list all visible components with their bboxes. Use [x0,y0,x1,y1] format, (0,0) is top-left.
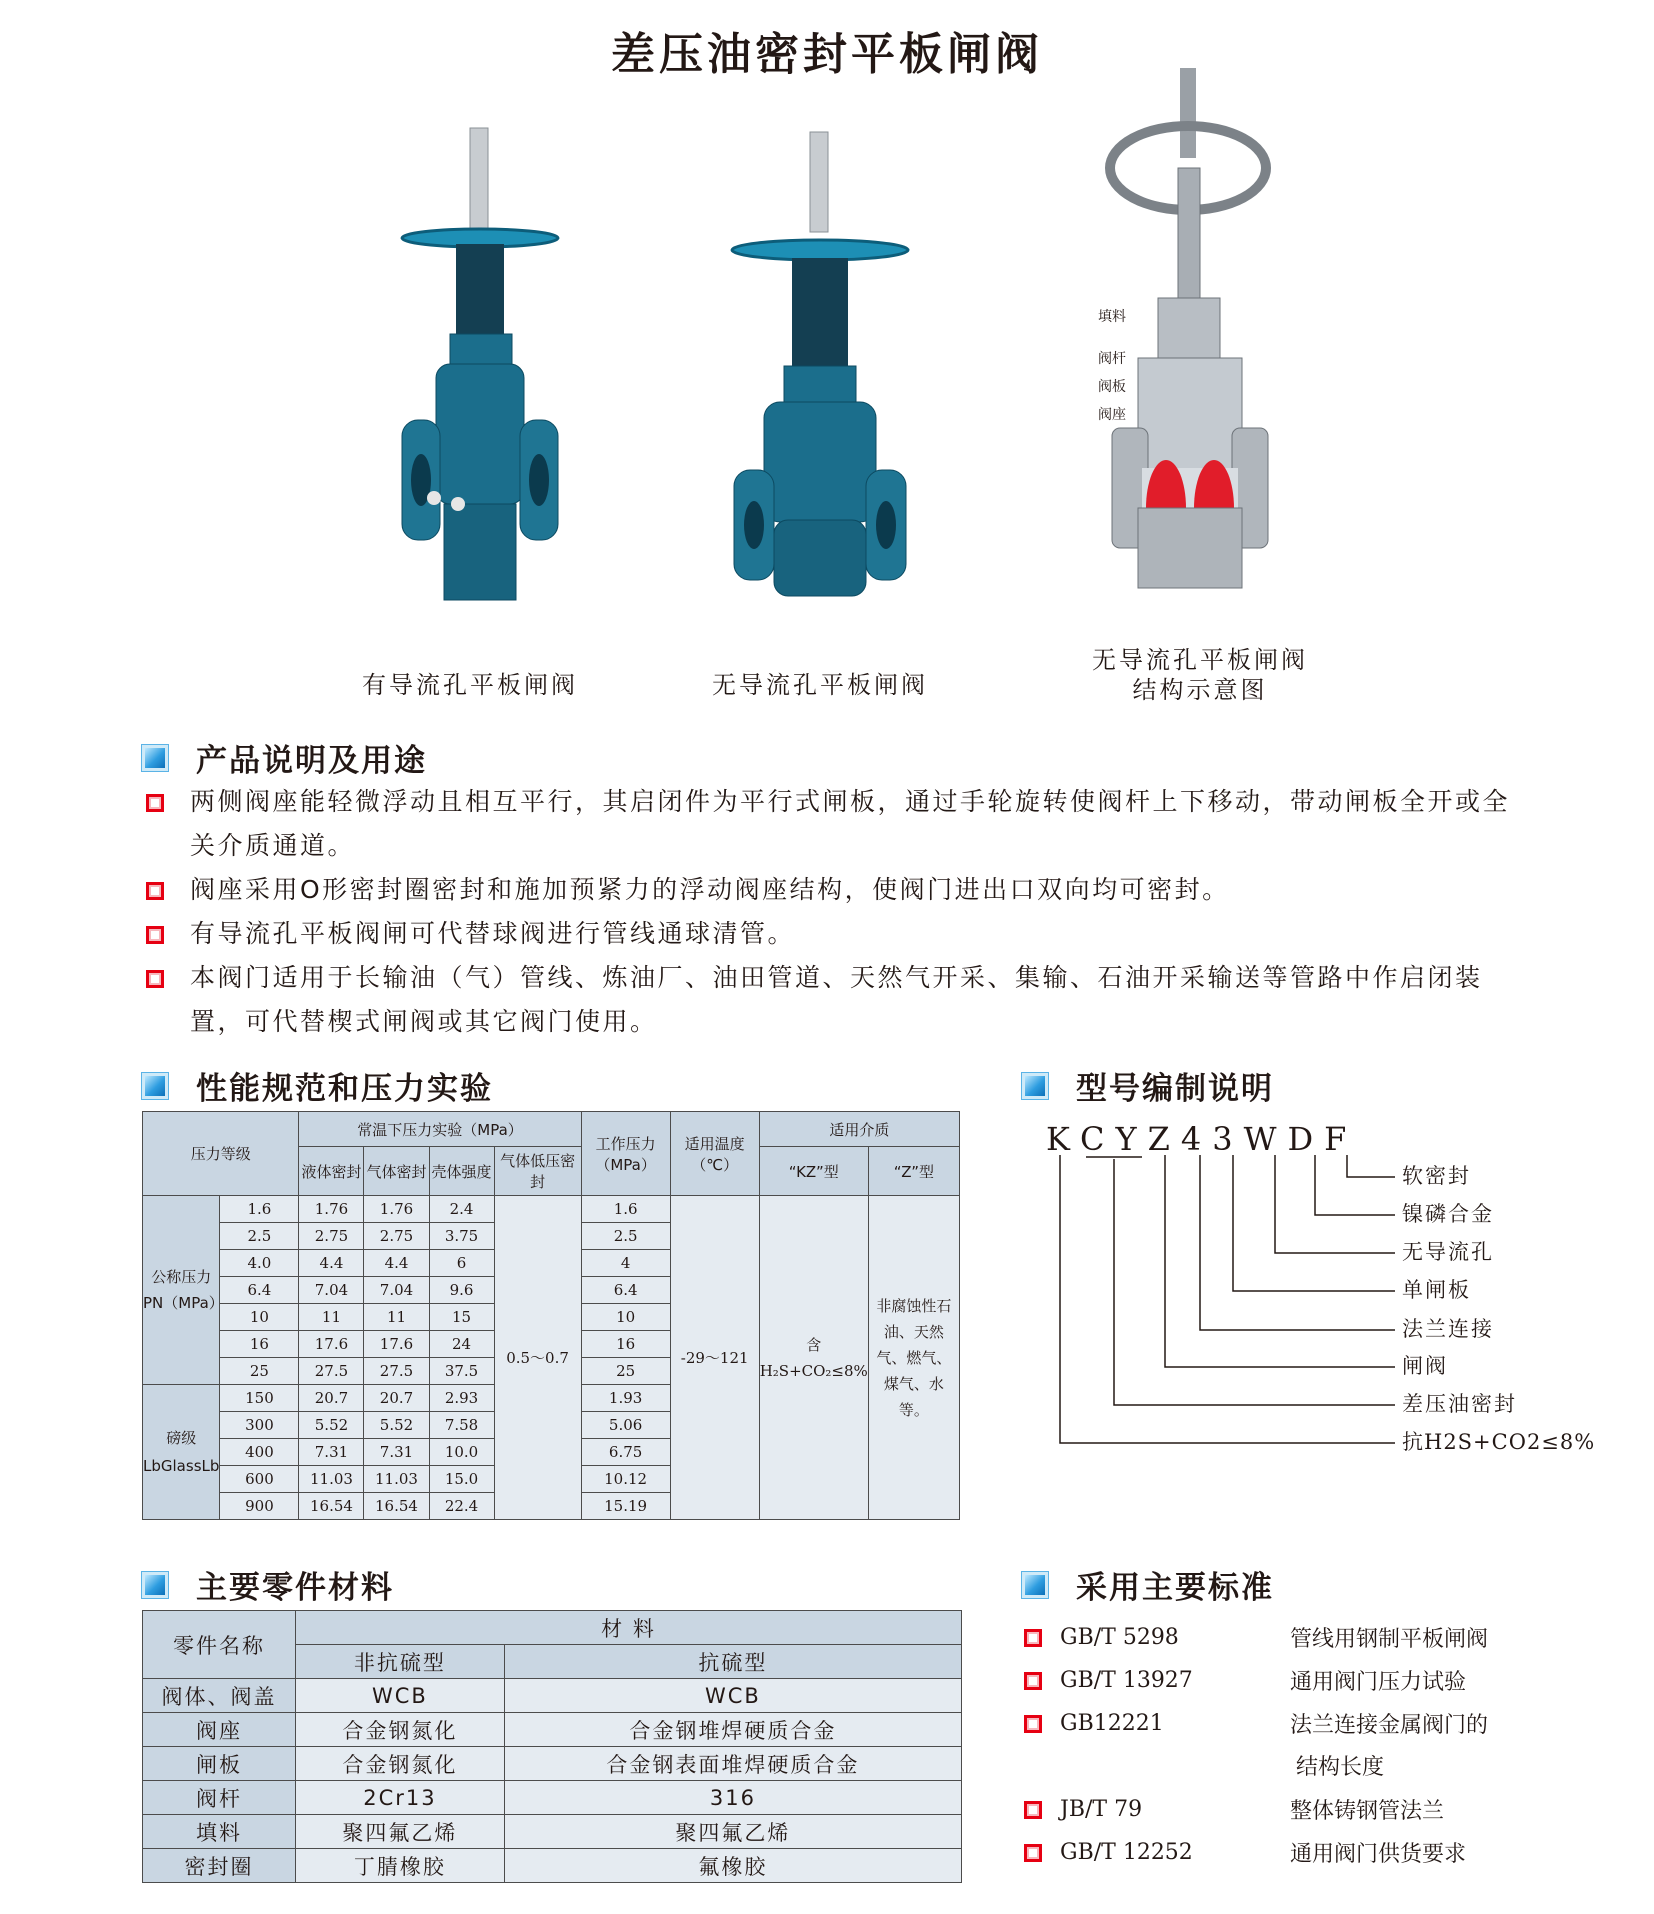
standard-item [1024,1708,1488,1739]
section-model-code-heading [1022,1063,1274,1108]
code-label-single-gate: 单闸板 [1402,1278,1471,1302]
standard-code: GB/T 5298 [1060,1625,1179,1650]
section-bullet-icon [1022,1073,1048,1099]
section-bullet-icon [142,1073,168,1099]
cell-working: 10.12 [581,1466,670,1493]
cell-working: 6.75 [581,1439,670,1466]
cell-working: 16 [581,1331,670,1358]
material-non-sour: 聚四氟乙烯 [296,1815,505,1849]
red-bullet-icon [1024,1844,1042,1862]
red-bullet-icon [1024,1672,1042,1690]
cell-liquid: 4.4 [299,1250,364,1277]
red-bullet-icon [1024,1715,1042,1733]
caption-with-bore: 有导流孔平板闸阀 [362,671,578,699]
material-sour: 316 [504,1781,961,1815]
description-item: 有导流孔平板阀闸可代替球阀进行管线通球清管。 [146,912,1510,956]
section-title: 主要零件材料 [196,1570,394,1606]
cell-shell: 2.4 [429,1196,494,1223]
red-bullet-icon [146,926,164,944]
cell-class: 16 [220,1331,299,1358]
description-item: 本阀门适用于长输油（气）管线、炼油厂、油田管道、天然气开采、集输、石油开采输送等管路中作启闭装置，可代替楔式闸阀或其它阀门使用。 [146,956,1510,1044]
section-bullet-icon [142,1572,168,1598]
material-sour: WCB [504,1679,961,1713]
cell-gas: 5.52 [364,1412,429,1439]
cell-shell: 15.0 [429,1466,494,1493]
part-name: 阀座 [143,1713,296,1747]
cell-shell: 6 [429,1250,494,1277]
cell-class: 4.0 [220,1250,299,1277]
cell-gas: 11.03 [364,1466,429,1493]
red-bullet-icon [1024,1629,1042,1647]
material-sour: 氟橡胶 [504,1849,961,1883]
cell-class: 900 [220,1493,299,1520]
part-name: 填料 [143,1815,296,1849]
cell-class: 10 [220,1304,299,1331]
header-sour: 抗硫型 [504,1645,961,1679]
cell-gas: 20.7 [364,1385,429,1412]
code-label-flange: 法兰连接 [1402,1317,1494,1341]
cell-gas: 7.31 [364,1439,429,1466]
cell-liquid: 1.76 [299,1196,364,1223]
cell-gas: 11 [364,1304,429,1331]
description-list [146,780,1510,1044]
description-item: 两侧阀座能轻微浮动且相互平行，其启闭件为平行式闸板，通过手轮旋转使阀杆上下移动，带动闸板全开或全关介质通道。 [146,780,1510,868]
cell-class: 300 [220,1412,299,1439]
header-gas-low: 气体低压密封 [494,1147,581,1196]
cell-z-medium: 非腐蚀性石油、天然气、燃气、煤气、水等。 [868,1196,959,1520]
header-kz-type: “KZ”型 [759,1147,868,1196]
standard-item [1024,1794,1444,1825]
cell-class: 150 [220,1385,299,1412]
code-label-oil-seal: 差压油密封 [1402,1392,1517,1416]
cell-kz-medium: 含H₂S+CO₂≤8% [759,1196,868,1520]
cell-class: 25 [220,1358,299,1385]
standard-code: JB/T 79 [1060,1797,1143,1822]
cell-temperature: -29～121 [670,1196,759,1520]
part-name: 阀杆 [143,1781,296,1815]
cell-shell: 15 [429,1304,494,1331]
cell-working: 4 [581,1250,670,1277]
code-label-sour-resistant: 抗H2S+CO2≤8% [1402,1430,1596,1454]
cell-working: 1.6 [581,1196,670,1223]
header-pressure-class: 压力等级 [143,1112,299,1196]
caption-cutaway-line2: 结构示意图 [1132,676,1268,704]
caption-without-bore: 无导流孔平板闸阀 [712,671,928,699]
header-medium: 适用介质 [759,1112,959,1147]
callout-packing: 填料 [1098,309,1126,325]
cell-shell: 3.75 [429,1223,494,1250]
section-bullet-icon [1022,1572,1048,1598]
cell-liquid: 17.6 [299,1331,364,1358]
section-title: 性能规范和压力实验 [196,1071,493,1107]
cell-shell: 10.0 [429,1439,494,1466]
cell-shell: 24 [429,1331,494,1358]
part-name: 阀体、阀盖 [143,1679,296,1713]
cell-class: 2.5 [220,1223,299,1250]
cell-shell: 7.58 [429,1412,494,1439]
material-non-sour: WCB [296,1679,505,1713]
cell-gas: 4.4 [364,1250,429,1277]
cell-class: 1.6 [220,1196,299,1223]
cell-liquid: 7.31 [299,1439,364,1466]
valve-with-bore-image [380,120,580,620]
cell-working: 15.19 [581,1493,670,1520]
code-label-gate-valve: 闸阀 [1402,1354,1448,1378]
cell-gas-low: 0.5～0.7 [494,1196,581,1520]
performance-table [142,1111,960,1520]
model-code-leader-lines [1040,1155,1400,1455]
red-bullet-icon [146,970,164,988]
header-temperature: 适用温度（℃） [670,1112,759,1196]
cell-liquid: 27.5 [299,1358,364,1385]
callout-stem: 阀杆 [1098,351,1126,367]
cell-gas: 1.76 [364,1196,429,1223]
cell-working: 2.5 [581,1223,670,1250]
section-title: 采用主要标准 [1076,1570,1274,1606]
code-label-nickel-phosphorus: 镍磷合金 [1402,1202,1494,1226]
group-lb: 磅级LbGlassLb [143,1385,220,1520]
cell-gas: 2.75 [364,1223,429,1250]
header-gas-seal: 气体密封 [364,1147,429,1196]
standard-description: 整体铸钢管法兰 [1290,1799,1445,1824]
section-performance-heading [142,1063,493,1108]
cell-shell: 9.6 [429,1277,494,1304]
cell-liquid: 2.75 [299,1223,364,1250]
standard-code: GB12221 [1060,1711,1164,1736]
header-working-pressure: 工作压力（MPa） [581,1112,670,1196]
materials-table [142,1610,962,1883]
cell-gas: 16.54 [364,1493,429,1520]
header-material: 材 料 [296,1611,962,1645]
cell-working: 25 [581,1358,670,1385]
standard-item [1024,1622,1488,1653]
cell-class: 400 [220,1439,299,1466]
model-code: KCYZ43WDF [1046,1120,1358,1158]
header-z-type: “Z”型 [868,1147,959,1196]
cell-working: 10 [581,1304,670,1331]
standard-code: GB/T 13927 [1060,1668,1193,1693]
part-name: 密封圈 [143,1849,296,1883]
cell-working: 5.06 [581,1412,670,1439]
cell-liquid: 11.03 [299,1466,364,1493]
page-title: 差压油密封平板闸阀 [611,29,1043,80]
cell-liquid: 7.04 [299,1277,364,1304]
description-item: 阀座采用O形密封圈密封和施加预紧力的浮动阀座结构，使阀门进出口双向均可密封。 [146,868,1510,912]
cell-working: 6.4 [581,1277,670,1304]
standard-description: 通用阀门压力试验 [1290,1670,1467,1695]
section-bullet-icon [142,745,168,771]
red-bullet-icon [146,882,164,900]
material-sour: 合金钢表面堆焊硬质合金 [504,1747,961,1781]
material-sour: 合金钢堆焊硬质合金 [504,1713,961,1747]
cell-shell: 22.4 [429,1493,494,1520]
section-materials-heading [142,1562,394,1607]
code-label-soft-seal: 软密封 [1402,1164,1471,1188]
material-sour: 聚四氟乙烯 [504,1815,961,1849]
red-bullet-icon [1024,1801,1042,1819]
caption-cutaway-line1: 无导流孔平板闸阀 [1092,646,1308,674]
cell-liquid: 20.7 [299,1385,364,1412]
standard-code: GB/T 12252 [1060,1840,1193,1865]
cell-class: 600 [220,1466,299,1493]
callout-gate: 阀板 [1098,379,1126,395]
cell-gas: 27.5 [364,1358,429,1385]
material-non-sour: 合金钢氮化 [296,1747,505,1781]
cell-liquid: 5.52 [299,1412,364,1439]
section-title: 产品说明及用途 [196,743,427,779]
cell-liquid: 11 [299,1304,364,1331]
header-non-sour: 非抗硫型 [296,1645,505,1679]
part-name: 闸板 [143,1747,296,1781]
standard-item [1024,1665,1466,1696]
standard-description: 管线用钢制平板闸阀 [1290,1627,1489,1652]
material-non-sour: 2Cr13 [296,1781,505,1815]
cell-shell: 37.5 [429,1358,494,1385]
standard-description: 法兰连接金属阀门的 [1290,1713,1489,1738]
standard-description-cont: 结构长度 [1296,1755,1385,1780]
cell-liquid: 16.54 [299,1493,364,1520]
valve-cutaway-diagram [1100,68,1310,608]
valve-without-bore-image [720,120,920,610]
cell-gas: 7.04 [364,1277,429,1304]
standard-description: 通用阀门供货要求 [1290,1842,1467,1867]
callout-seat: 阀座 [1098,407,1126,423]
cell-working: 1.93 [581,1385,670,1412]
section-description-heading [142,735,427,780]
header-liquid-seal: 液体密封 [299,1147,364,1196]
section-standards-heading [1022,1562,1274,1607]
code-label-no-bore: 无导流孔 [1402,1240,1494,1264]
header-test-group: 常温下压力实验（MPa） [299,1112,581,1147]
cell-class: 6.4 [220,1277,299,1304]
section-title: 型号编制说明 [1076,1071,1274,1107]
material-non-sour: 丁腈橡胶 [296,1849,505,1883]
standard-item [1024,1837,1466,1868]
group-pn: 公称压力PN（MPa） [143,1196,220,1385]
header-part-name: 零件名称 [143,1611,296,1679]
material-non-sour: 合金钢氮化 [296,1713,505,1747]
red-bullet-icon [146,794,164,812]
cell-gas: 17.6 [364,1331,429,1358]
cell-shell: 2.93 [429,1385,494,1412]
header-shell-strength: 壳体强度 [429,1147,494,1196]
